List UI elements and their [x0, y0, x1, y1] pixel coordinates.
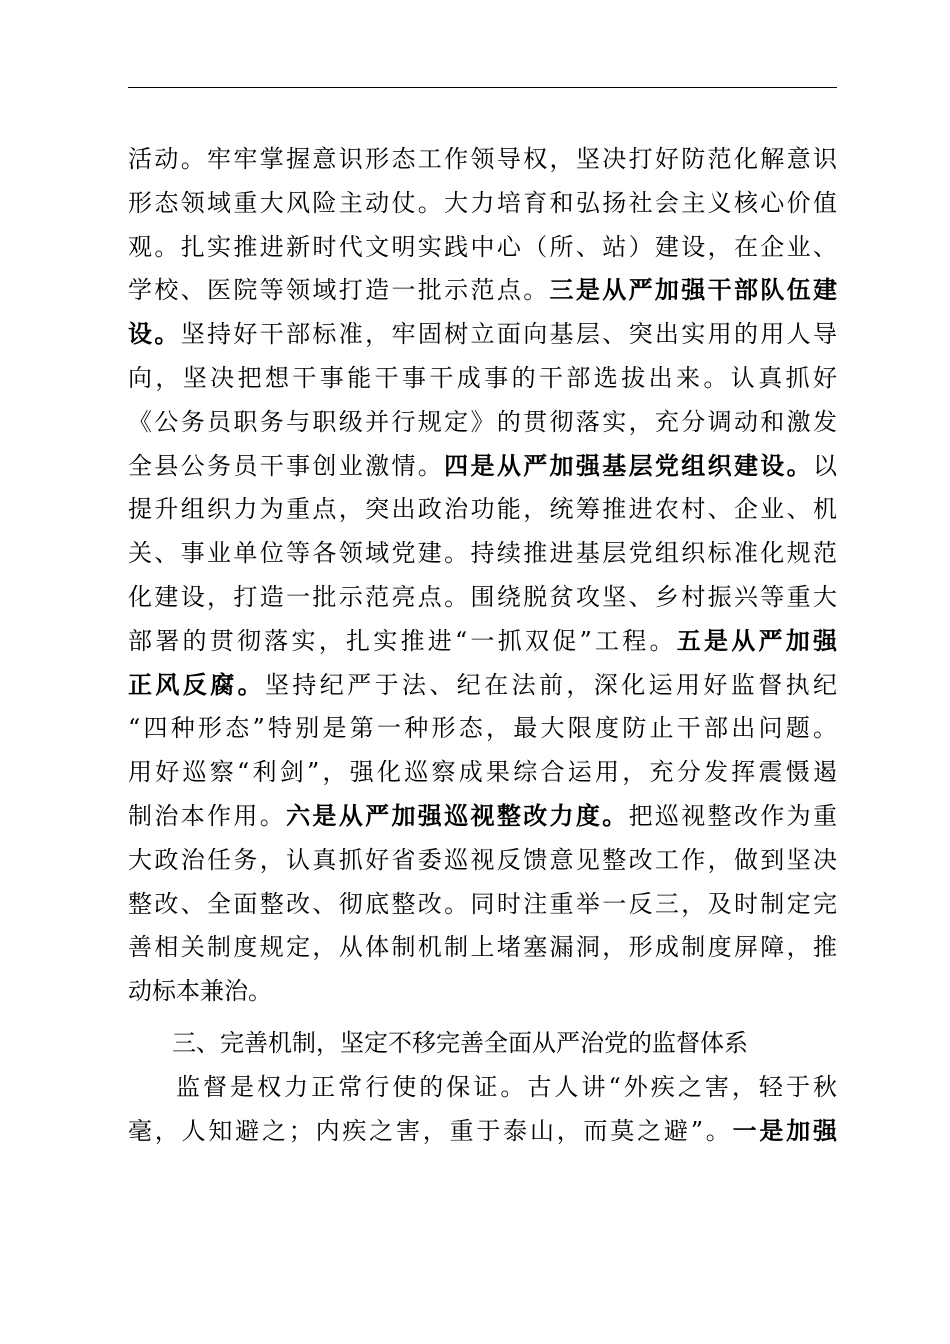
text-line [128, 357, 837, 401]
text-run: 制治本作用。 [128, 801, 287, 830]
text-line [128, 839, 837, 883]
text-line [128, 138, 837, 182]
text-run: 部署的贯彻落实，扎实推进“一抓双促”工程。 [128, 626, 677, 655]
text-line [128, 226, 837, 270]
section-heading: 三、完善机制，坚定不移完善全面从严治党的监督体系 [172, 1028, 748, 1057]
text-line [128, 795, 837, 839]
text-line [128, 1110, 837, 1154]
text-line [128, 576, 837, 620]
text-run: 关、事业单位等各领域党建。持续推进基层党组织标准化规范 [128, 539, 837, 568]
text-line [128, 883, 837, 927]
document-body [128, 138, 837, 1153]
bold-phrase: 正风反腐。 [128, 670, 265, 699]
text-run: “四种形态”特别是第一种形态，最大限度防止干部出问题。 [128, 714, 837, 743]
text-run: 坚持纪严于法、纪在法前，深化运用好监督执纪 [265, 670, 837, 699]
text-line [128, 664, 837, 708]
text-run: 向，坚决把想干事能干事干成事的干部选拔出来。认真抓好 [128, 363, 837, 392]
text-run: 提升组织力为重点，突出政治功能，统筹推进农村、企业、机 [128, 495, 837, 524]
bold-phrase: 六是从严加强巡视整改力度。 [286, 801, 629, 830]
text-line [128, 532, 837, 576]
text-line [128, 707, 837, 751]
text-line [128, 488, 837, 532]
bold-phrase: 四是从严加强基层党组织建设。 [444, 451, 814, 480]
text-run: 动标本兼治。 [128, 977, 272, 1006]
text-line [128, 401, 837, 445]
text-run: 观。扎实推进新时代文明实践中心（所、站）建设，在企业、 [128, 232, 837, 261]
text-run: 毫，人知避之；内疾之害，重于泰山，而莫之避”。 [128, 1116, 733, 1145]
text-line [128, 445, 837, 489]
text-line [128, 313, 837, 357]
text-run: 用好巡察“利剑”，强化巡察成果综合运用，充分发挥震慑遏 [128, 758, 837, 787]
bold-phrase: 五是从严加强 [676, 626, 837, 655]
text-run: 《公务员职务与职级并行规定》的贯彻落实，充分调动和激发 [128, 407, 837, 436]
text-run: 善相关制度规定，从体制机制上堵塞漏洞，形成制度屏障，推 [128, 933, 837, 962]
text-run: 化建设，打造一批示范亮点。围绕脱贫攻坚、乡村振兴等重大 [128, 582, 837, 611]
text-run: 监督是权力正常行使的保证。古人讲“外疾之害，轻于秋 [176, 1072, 837, 1101]
bold-phrase: 一是加强 [732, 1116, 837, 1145]
text-run: 形态领域重大风险主动仗。大力培育和弘扬社会主义核心价值 [128, 188, 837, 217]
text-run: 把巡视整改作为重 [628, 801, 837, 830]
text-line [128, 1066, 837, 1110]
text-line [128, 926, 837, 970]
header-rule [128, 87, 837, 88]
bold-phrase: 设。 [128, 320, 181, 349]
text-line [128, 751, 837, 795]
text-line [128, 269, 837, 313]
bold-phrase: 三是从严加强干部队伍建 [549, 276, 837, 305]
text-run: 学校、医院等领域打造一批示范点。 [128, 276, 550, 305]
text-line [128, 182, 837, 226]
text-run: 以 [813, 451, 837, 480]
text-run: 活动。牢牢掌握意识形态工作领导权，坚决打好防范化解意识 [128, 145, 837, 173]
text-run: 全县公务员干事创业激情。 [128, 451, 445, 480]
text-run: 大政治任务，认真抓好省委巡视反馈意见整改工作，做到坚决 [128, 845, 837, 874]
text-run: 整改、全面整改、彻底整改。同时注重举一反三，及时制定完 [128, 889, 837, 918]
text-line [128, 620, 837, 664]
text-line [128, 970, 837, 1014]
text-run: 坚持好干部标准，牢固树立面向基层、突出实用的用人导 [180, 320, 837, 349]
